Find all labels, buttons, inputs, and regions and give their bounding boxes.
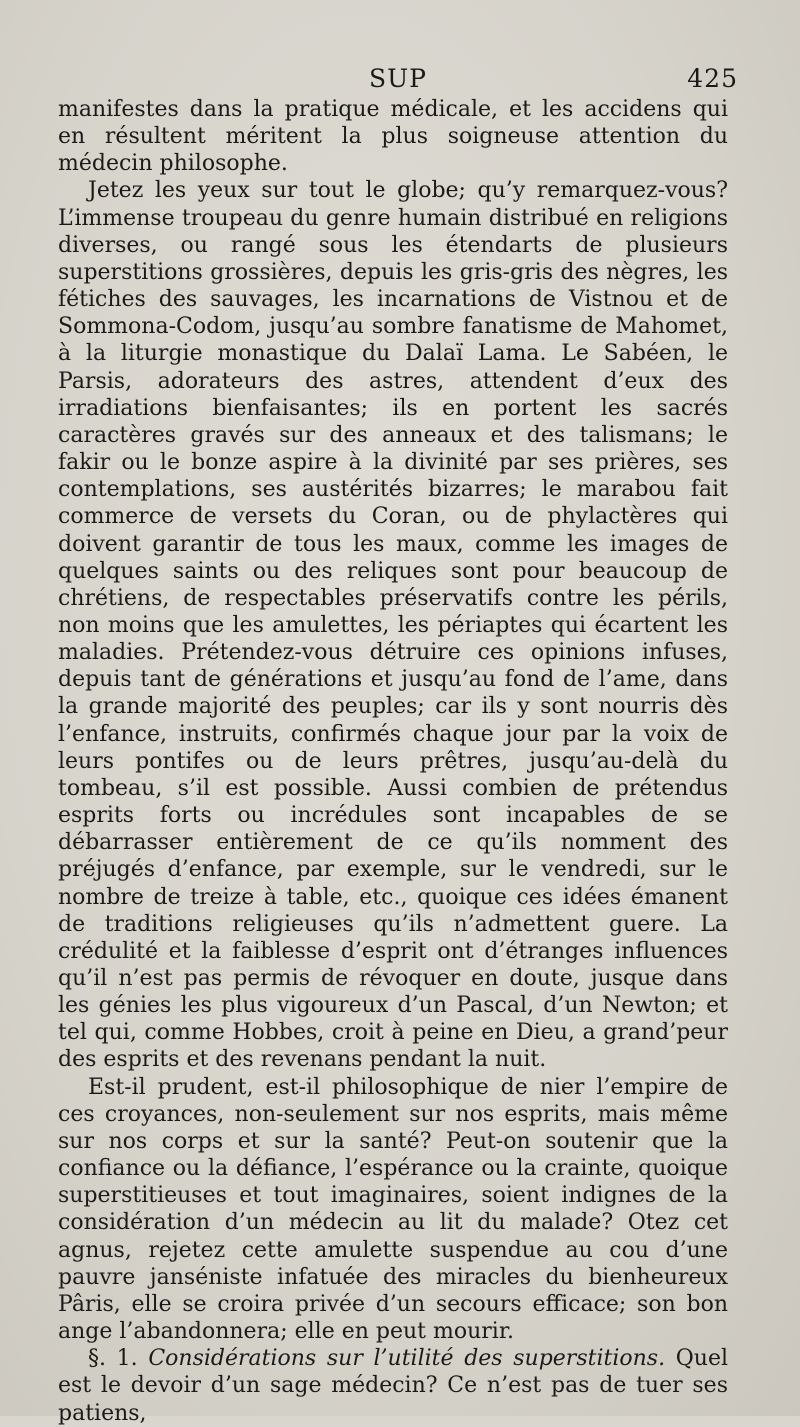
section-text: Quel est le devoir d’un sage médecin? Ce n’est pas de tuer ses patiens, — [58, 1346, 729, 1426]
page-body — [58, 96, 728, 1427]
page-number: 425 — [687, 64, 738, 93]
paragraph-continuation: manifestes dans la pratique médicale, et les accidens qui en résultent méritent la plus soigneuse attention du médecin philosophe. — [58, 97, 728, 177]
section-number: §. 1. — [88, 1346, 138, 1372]
section-title: Considérations sur l’utilité des superstitions. — [148, 1346, 666, 1372]
paragraph-croyances: Est-il prudent, est-il philosophique de nier l’empire de ces croyances, non-seulement sur nos esprits, mais même sur nos corps et sur la santé? Peut-on soutenir que la confiance ou la défiance, l’espérance ou la crainte, quoique superstitieuses et tout imaginaires, soient indignes de la considération d’un médecin au lit du malade? Otez cet agnus, rejetez cette amulette suspendue au cou d’une pauvre janséniste infatuée des miracles du bienheureux Pâris, elle se croira privée d’un secours efficace; son bon ange l’abandonnera; elle en peut mourir. — [58, 1074, 728, 1345]
running-head: SUP — [368, 64, 428, 93]
paragraph-globe: Jetez les yeux sur tout le globe; qu’y remarquez-vous? L’immense troupeau du genre humain distribué en religions diverses, ou rangé sous les étendarts de plusieurs superstitions grossières, depuis les gris-gris des nègres, les fétiches des sauvages, les incarnations de Vistnou et de Sommona-Codom, jusqu’au sombre fanatisme de Mahomet, à la liturgie monastique du Dalaï Lama. Le Sabéen, le Parsis, adorateurs des astres, attendent d’eux des irradiations bienfaisantes; ils en portent les sacrés caractères gravés sur des anneaux et des talismans; le fakir ou le bonze aspire à la divinité par ses prières, ses contemplations, ses austérités bizarres; le marabou fait commerce de versets du Coran, ou de phylactères qui doivent garantir de tous les maux, comme les images de quelques saints ou des reliques sont pour beaucoup de chrétiens, de respectables préservatifs contre les périls, non moins que les amulettes, les périaptes qui écartent les maladies. Prétendez-vous détruire ces opinions infuses, depuis tant de générations et jusqu’au fond de l’ame, dans la grande majorité des peuples; car ils y sont nourris dès l’enfance, instruits, confirmés chaque jour par la voix de leurs pontifes ou de leurs prêtres, jusqu’au-delà du tombeau, s’il est possible. Aussi combien de prétendus esprits forts ou incrédules sont incapables de se débarrasser entièrement de ce qu’ils nomment des préjugés d’enfance, par exemple, sur le vendredi, sur le nombre de treize à table, etc., quoique ces idées émanent de traditions religieuses qu’ils n’admettent guere. La crédulité et la faiblesse d’esprit ont d’étranges influences qu’il n’est pas permis de révoquer en doute, jusque dans les génies les plus vigoureux d’un Pascal, d’un Newton; et tel qui, comme Hobbes, croit à peine en Dieu, a grand’peur des esprits et des revenans pendant la nuit. — [58, 178, 728, 1073]
page-header — [58, 64, 738, 96]
section-paragraph — [58, 1345, 728, 1426]
